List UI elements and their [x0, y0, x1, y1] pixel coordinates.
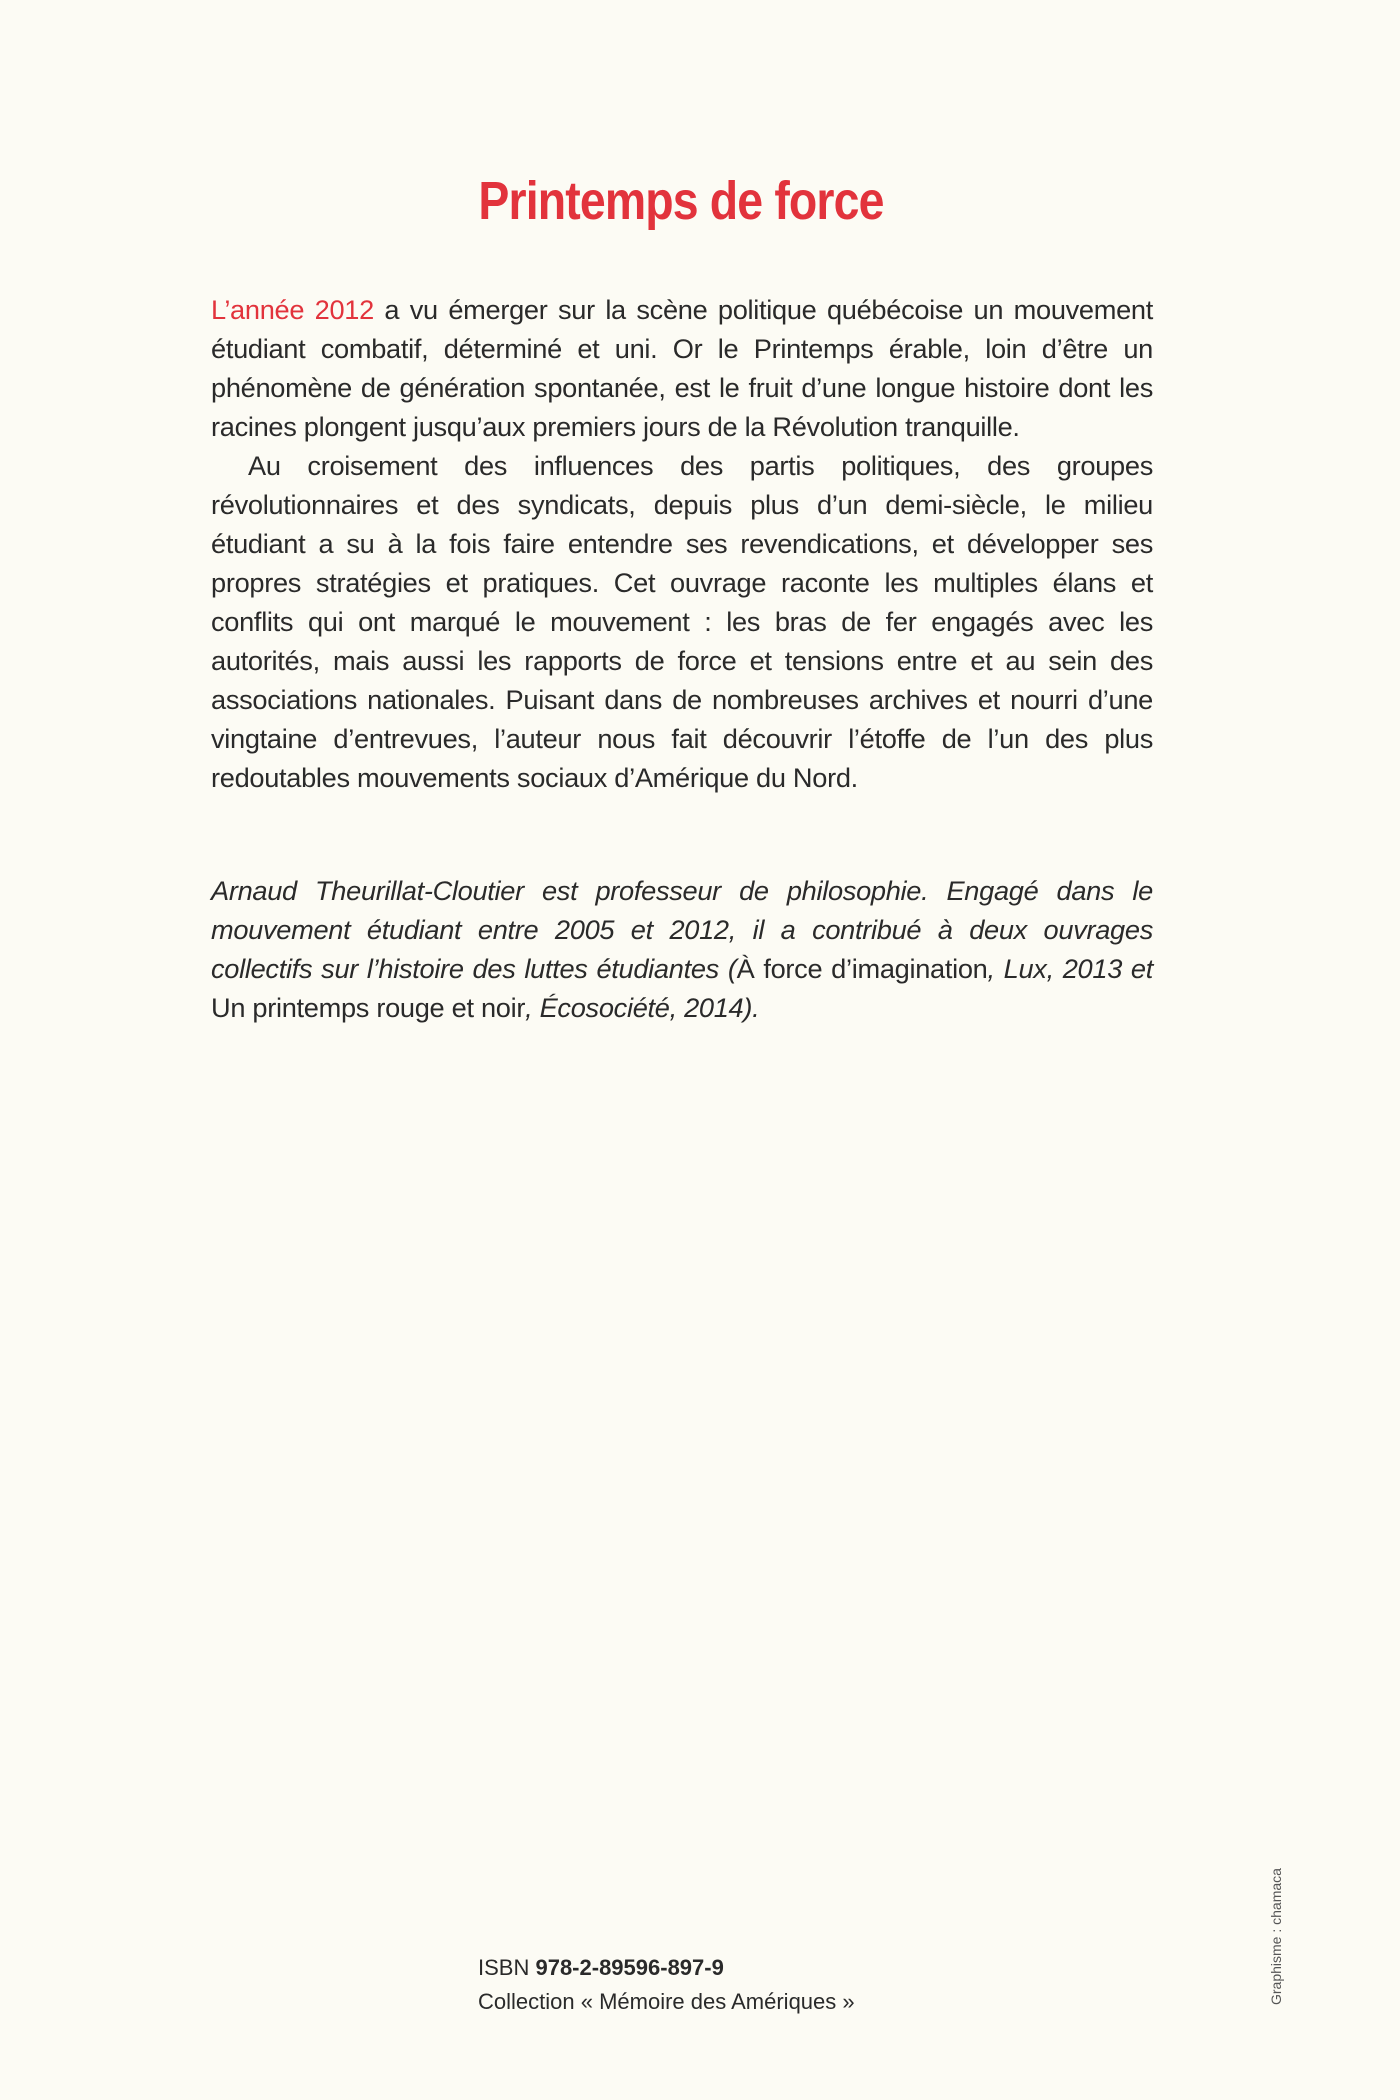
author-bio-paragraph	[211, 871, 1153, 1027]
paragraph-1-text: a vu émerger sur la scène politique québécoise un mouvement étudiant combatif, déterminé et uni. Or le Printemps érable, loin d’être un phénomène de génération spontanée, est le fruit d’une longue histoire dont les racines plongent jusqu’aux premiers jours de la Révolution tranquille.	[211, 294, 1153, 442]
isbn-label: ISBN	[478, 1955, 536, 1980]
book-title: Printemps de force	[478, 171, 884, 231]
description-paragraph-2: Au croisement des influences des partis politiques, des groupes révolutionnaires et des syndicats, depuis plus d’un demi-siècle, le milieu étudiant a su à la fois faire entendre ses revendications, et développer ses propres stratégies et pratiques. Cet ouvrage raconte les multiples élans et conflits qui ont marqué le mouvement : les bras de fer engagés avec les autorités, mais aussi les rapports de force et tensions entre et au sein des associations nationales. Puisant dans de nombreuses archives et nourri d’une vingtaine d’entrevues, l’auteur nous fait découvrir l’étoffe de l’un des plus redoutables mouvements sociaux d’Amérique du Nord.	[211, 450, 1153, 793]
design-credit-text: Graphisme : chamaca	[1268, 1868, 1284, 2005]
design-credit	[1268, 1850, 1292, 2005]
lead-phrase: L’année 2012	[211, 294, 374, 325]
bio-text-1: Arnaud Theurillat-Cloutier est professeur de philosophie. Engagé dans le mouvement étudiant entre 2005 et 2012, il a contribué à deux ouvrages collectifs sur l’histoire des luttes étudiantes (	[211, 875, 1153, 984]
publication-info	[478, 1951, 855, 2019]
description-paragraph-1	[211, 290, 1153, 446]
bio-text-2: , Lux, 2013 et	[987, 953, 1153, 984]
book-title-1: À force d’imagination	[736, 953, 988, 984]
collection-line: Collection « Mémoire des Amériques »	[478, 1989, 855, 2014]
isbn-number: 978-2-89596-897-9	[535, 1955, 724, 1980]
book-title-2: Un printemps rouge et noir	[211, 992, 526, 1023]
isbn-line	[478, 1951, 855, 1985]
description	[211, 290, 1153, 797]
bio-text-3: , Écosociété, 2014).	[525, 992, 760, 1023]
author-bio	[211, 871, 1153, 1027]
